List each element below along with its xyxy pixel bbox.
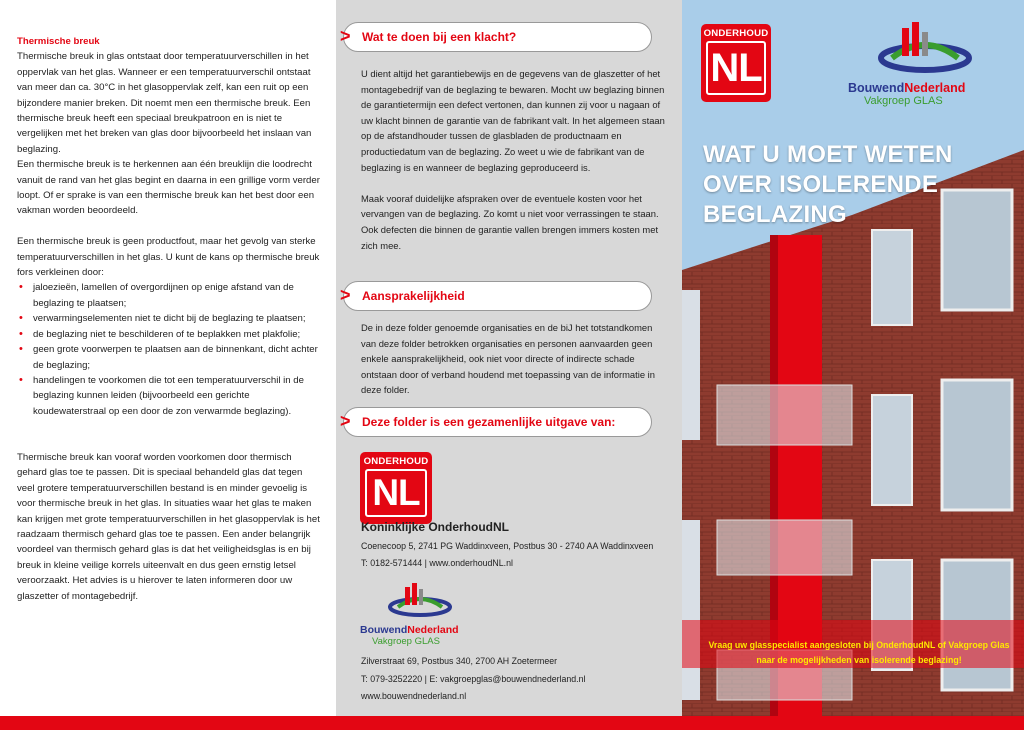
section-heading: Aansprakelijkheid xyxy=(362,289,465,303)
paragraph: Thermische breuk in glas ontstaat door temperatuurverschillen in het oppervlak van het glas. Wanneer er een temperatuurverschil ontstaat van meer dan ca. 30°C in het glasoppervlak zelf, kan een ruit op een bijzondere manier breken. Dit noemt men een thermische breuk. Een thermische breuk heeft een speciaal breukpatroon en is niet te vergelijken met het breken van glas door bijvoorbeeld het inslaan van beglazing. xyxy=(17,51,312,155)
paragraph: Maak vooraf duidelijke afspraken over de eventuele kosten voor het vervangen van de beglazing. Zo komt u niet voor verrassingen te staan. Ook defecten die binnen de garantie vallen brengen immers kosten met zich mee. xyxy=(361,192,659,251)
chevron-right-icon: > xyxy=(340,285,351,305)
org-address: Coenecoop 5, 2741 PG Waddinxveen, Postbus 30 - 2740 AA Waddinxveen xyxy=(361,540,654,551)
list-item: • geen grote voorwerpen te plaatsen aan de binnenkant, dicht achter de beglazing; xyxy=(33,342,322,373)
building-photo xyxy=(682,0,1024,716)
panel-left xyxy=(0,0,336,716)
org-name: Koninklijke OnderhoudNL xyxy=(361,520,510,534)
call-to-action: Vraag uw glasspecialist aangesloten bij OnderhoudNL of Vakgroep Glas naar de mogelijkheden van isolerende beglazing! xyxy=(708,640,1010,665)
chevron-right-icon: > xyxy=(340,411,351,431)
bouwendnederland-logo: BouwendNederland Vakgroep GLAS xyxy=(850,20,1000,107)
bouwendnederland-logo-small: BouwendNederland Vakgroep GLAS xyxy=(360,583,480,647)
thermal-break-section xyxy=(17,34,322,604)
org-contact: T: 079-3252220 | E: vakgroepglas@bouwendnederland.nl xyxy=(361,673,586,684)
paragraph: De in deze folder genoemde organisaties en de biJ het totstandkomen van deze folder betrokken organisaties en personen aanvaarden geen enkele aansprakelijkheid, ook niet voor directe of indirecte schade ontstaan door of verband houdend met toepassing van de informatie in deze folder. xyxy=(361,322,655,396)
list-item: • de beglazing niet te beschilderen of te beplakken met plakfolie; xyxy=(33,327,322,342)
org-contact: T: 0182-571444 | www.onderhoudNL.nl xyxy=(361,558,513,569)
section-heading: Wat te doen bij een klacht? xyxy=(362,30,517,44)
org2-contact xyxy=(361,654,669,705)
section-heading: Deze folder is een gezamenlijke uitgave van: xyxy=(362,415,616,429)
paragraph: Thermische breuk kan vooraf worden voorkomen door thermisch gehard glas toe te passen. Dit is speciaal behandeld glas dat tegen veel grotere temperatuurverschillen bestand is en minder gevoelig is voor thermische breuk in het glas. In situaties waar het glas te maken kan krijgen met grote temperatuurverschillen in het glasoppervlak is het raadzaam thermisch gehard glas toe te passen. Een ander belangrijk voordeel van thermisch gehard glas is dat het veiligheidsglas is en bij breuk in kleine veilige korrels uiteenvalt en dus geen ernstig letsel veroorzaakt. Het advies is u hierover te laten informeren door uw glaszetter of montagebedrijf. xyxy=(17,451,320,602)
section-heading: Thermische breuk xyxy=(17,36,100,47)
list-item: • verwarmingselementen niet te dicht bij de beglazing te plaatsen; xyxy=(33,311,322,326)
list-item: • jaloezieën, lamellen of overgordijnen op enige afstand van de beglazing te plaatsen; xyxy=(33,280,322,311)
heading-pill-aansprakelijkheid xyxy=(340,281,652,311)
list-item: • handelingen te voorkomen die tot een temperatuurverschil in de beglazing kunnen leiden (bijvoorbeeld een gerichte koudewaterstraal op een door de zon verwarmde beglazing). xyxy=(33,373,322,419)
paragraph: Een thermische breuk is te herkennen aan één breuklijn die loodrecht vanuit de rand van het glas begint en daarna in een grillige vorm verder loopt. Of er sprake is van een thermische breuk kan het best door een vakman worden beoordeeld. xyxy=(17,159,320,217)
onderhoudnl-logo-large: ONDERHOUD NL xyxy=(701,24,771,102)
aansprakelijkheid-text xyxy=(361,320,669,398)
bouwendnederland-emblem-icon xyxy=(360,583,480,619)
heading-pill-klacht xyxy=(340,22,652,52)
paragraph: Een thermische breuk is geen productfout, maar het gevolg van sterke temperatuurverschillen in het glas. U kunt de kans op thermische breuk fors verkleinen door: xyxy=(17,236,320,279)
heading-pill-uitgave xyxy=(340,407,652,437)
cover-headline: WAT U MOET WETEN OVER ISOLERENDE BEGLAZING xyxy=(703,141,953,228)
bouwendnederland-emblem-icon xyxy=(850,20,1000,76)
onderhoudnl-logo: ONDERHOUD NL xyxy=(360,452,432,524)
paragraph: U dient altijd het garantiebewijs en de gegevens van de glaszetter of het montagebedrijf van de beglazing te bewaren. Mocht uw beglazing binnen de garantietermijn een defect vertonen, dan kunnen zij voor u nagaan of uw klacht binnen de garantie van de fabrikant valt. In het algemeen staan op de afstandhouder tussen de glasbladen de productnaam en productiedatum van de beglazing. Zo weet u wie de fabrikant van de beglazing is en wanneer de beglazing geproduceerd is. xyxy=(361,68,665,173)
tips-list xyxy=(17,280,322,419)
chevron-right-icon: > xyxy=(340,26,351,46)
klacht-text xyxy=(361,66,669,253)
org-website: www.bouwendnederland.nl xyxy=(361,691,467,702)
org-address: Zilverstraat 69, Postbus 340, 2700 AH Zoetermeer xyxy=(361,656,558,666)
org1-contact xyxy=(361,520,669,572)
bottom-bar xyxy=(0,716,1024,730)
panel-cover xyxy=(682,0,1024,716)
